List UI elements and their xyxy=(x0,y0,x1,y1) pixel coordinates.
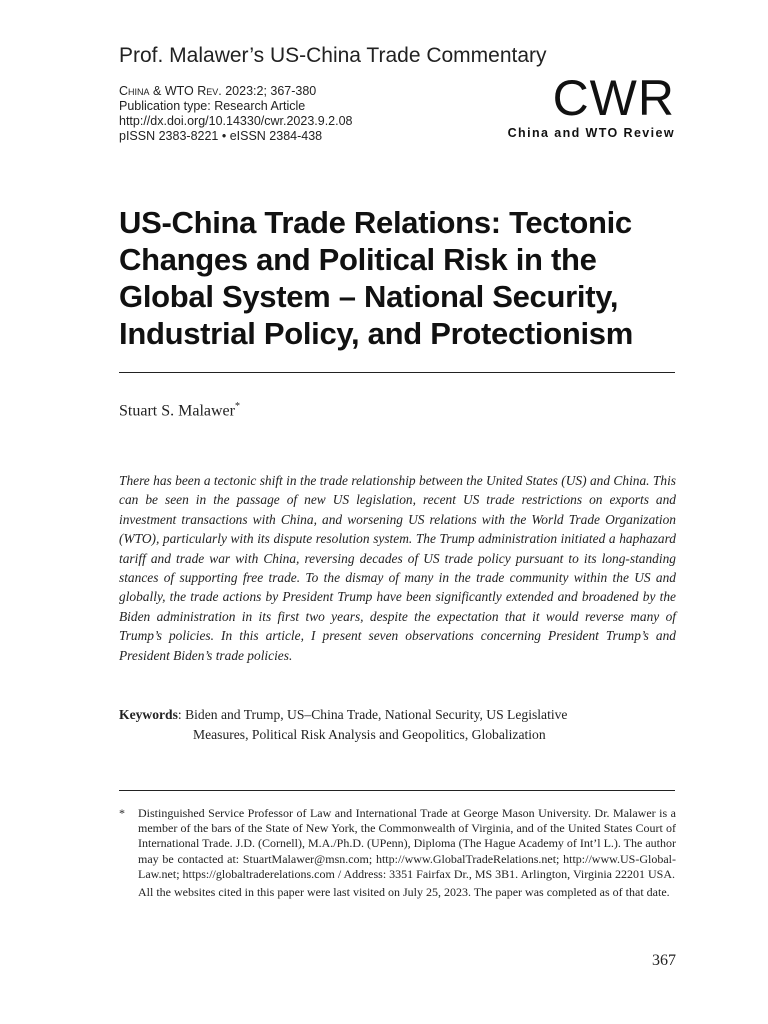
keywords xyxy=(119,705,679,745)
journal-logo xyxy=(508,72,675,140)
keywords-list-line2: Measures, Political Risk Analysis and Geopolitics, Globalization xyxy=(193,727,546,742)
doi-link[interactable]: http://dx.doi.org/10.14330/cwr.2023.9.2.08 xyxy=(119,114,353,128)
publication-type: Publication type: Research Article xyxy=(119,99,306,113)
issn: pISSN 2383-8221 • eISSN 2384-438 xyxy=(119,129,323,143)
keywords-label: Keywords xyxy=(119,707,178,722)
citation-journal: China & WTO Rev. xyxy=(119,84,222,98)
title-line: Changes and Political Risk in the xyxy=(119,242,597,277)
logo-wordmark: CWR xyxy=(552,70,675,126)
keywords-list-line1: : Biden and Trump, US–China Trade, National Security, US Legislative xyxy=(177,707,568,722)
footnote-text: Distinguished Service Professor of Law and International Trade at George Mason University. Dr. Malawer is a member of the bars of the State of New York, the Commonwealth of Virginia, and of the United States Court of International Trade. J.D. (Cornell), M.A./Ph.D. (UPenn), Diploma (The Hague Academy of Int’l L.). The author may be contacted at: StuartMalawer@msn.com; http://www.GlobalTradeRelations.net; http://www.US-Global-Law.net; https://globaltraderelations.com / Address: 3351 Fairfax Dr., MS 3B1. Arlington, Virginia 22201 USA. xyxy=(138,806,676,881)
footnote-mark: * xyxy=(119,806,125,820)
logo-subtitle: China and WTO Review xyxy=(507,126,675,140)
title-divider xyxy=(119,372,675,373)
page-number: 367 xyxy=(652,952,676,969)
title-line: US-China Trade Relations: Tectonic xyxy=(119,205,632,240)
footnote xyxy=(119,806,676,900)
title-line: Global System – National Security, xyxy=(119,279,619,314)
citation xyxy=(119,84,353,99)
author-text: Stuart S. Malawer xyxy=(119,402,235,420)
running-header-title: Prof. Malawer’s US-China Trade Commentary xyxy=(119,44,547,67)
citation-issue: 2023:2; 367-380 xyxy=(221,84,317,98)
abstract: There has been a tectonic shift in the trade relationship between the United States (US) and China. This can be seen in the passage of new US legislation, recent US trade restrictions on exports and investment transactions with China, and worsening US relations with the World Trade Organization (WTO), particularly with its dispute resolution system. The Trump administration initiated a haphazard tariff and trade war with China, reversing decades of US trade policy pursuant to its long-standing stances of supporting free trade. To the dismay of many in the trade community within the US and globally, the trade actions by President Trump have been significantly extended and broadened by the Biden administration in its first two years, despite the expectation that it would reverse many of Trump’s policies. In this article, I present seven observations concerning President Trump’s and President Biden’s trade policies. xyxy=(119,473,676,663)
footnote-divider xyxy=(119,790,675,791)
author-footnote-mark[interactable]: * xyxy=(234,401,240,412)
footnote-note: All the websites cited in this paper were last visited on July 25, 2023. The paper was completed as of that date. xyxy=(138,885,670,900)
title-line: Industrial Policy, and Protectionism xyxy=(119,316,634,351)
article-title xyxy=(119,204,679,352)
journal-meta xyxy=(119,84,353,144)
author-name xyxy=(119,401,240,420)
